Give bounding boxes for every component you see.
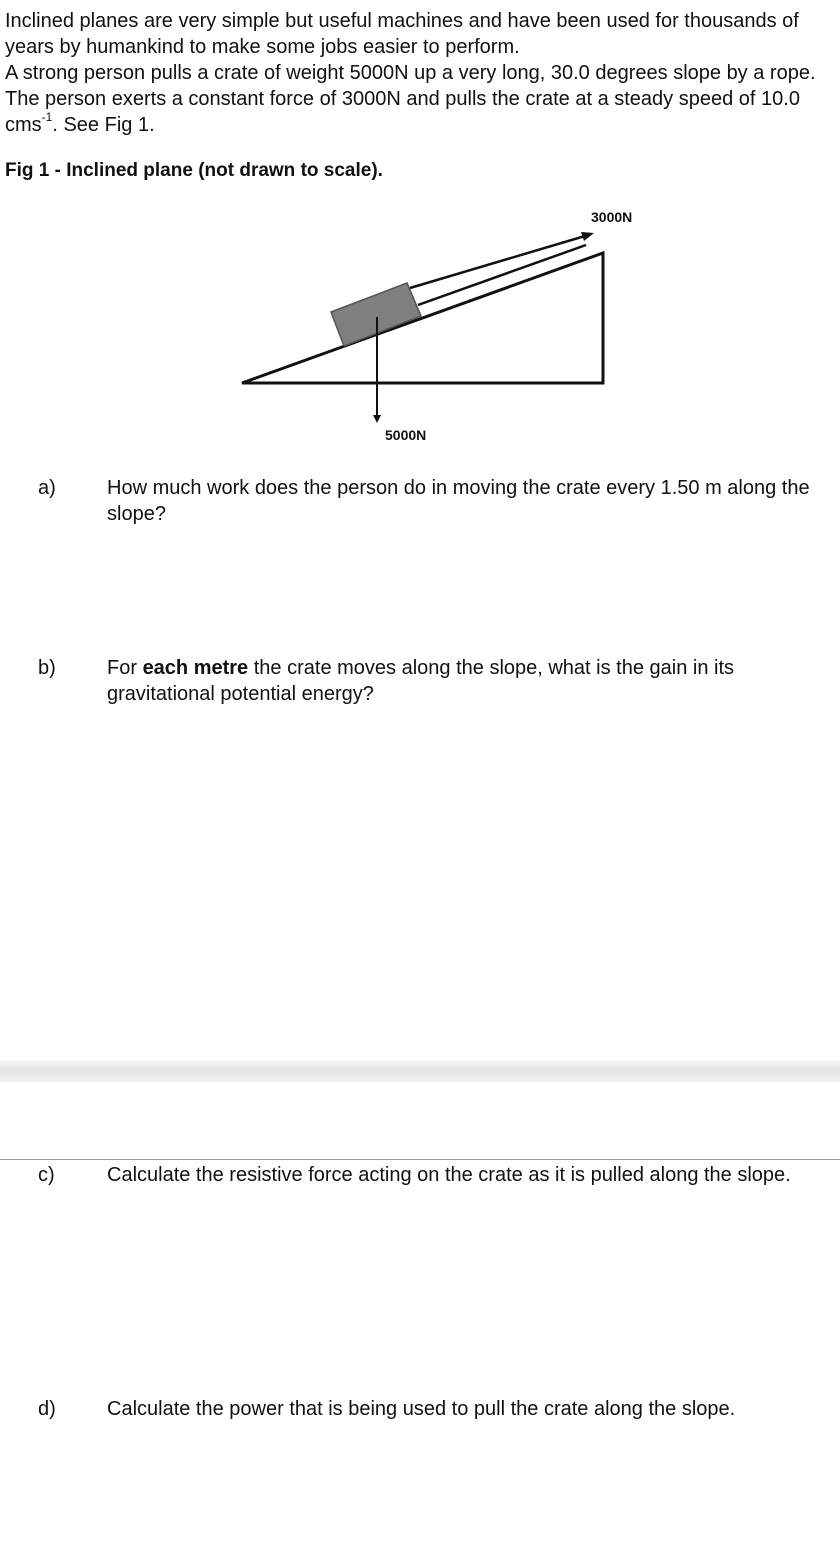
weight-label: 5000N <box>385 427 427 443</box>
question-text-emphasis: each metre <box>142 657 249 679</box>
page-break-band <box>0 1060 840 1082</box>
pull-force-label: 3000N <box>591 209 633 225</box>
unit-superscript: -1 <box>41 110 53 125</box>
question-text-after: the crate moves along the slope, what is the gain in its gravitational potential energy? <box>107 657 735 705</box>
intro-paragraph-2-tail: . See Fig 1. <box>52 114 155 136</box>
question-letter: a) <box>38 477 56 499</box>
question-letter: b) <box>38 657 56 679</box>
question-text: Calculate the power that is being used to pull the crate along the slope. <box>107 1398 736 1420</box>
weight-arrowhead <box>373 415 381 423</box>
pull-force-arrow-line-2 <box>418 245 586 305</box>
question-text-before: For <box>107 657 143 679</box>
intro-paragraph-1: Inclined planes are very simple but useful machines and have been used for thousands of years by humankind to make some jobs easier to perform. <box>5 10 799 58</box>
intro-paragraph-2-main: A strong person pulls a crate of weight 5000N up a very long, 30.0 degrees slope by a rope. The person exerts a constant force of 3000N and pulls the crate at a steady speed of 10.0 cms <box>5 62 816 136</box>
inclined-plane-triangle <box>242 253 603 383</box>
pull-force-arrow-line-1 <box>410 236 585 288</box>
figure-caption: Fig 1 - Inclined plane (not drawn to scale). <box>5 160 383 181</box>
page-break-divider <box>0 1159 840 1160</box>
question-letter: d) <box>38 1398 56 1420</box>
question-text: Calculate the resistive force acting on the crate as it is pulled along the slope. <box>107 1164 791 1186</box>
pull-force-arrowhead <box>581 232 594 241</box>
question-text: How much work does the person do in moving the crate every 1.50 m along the slope? <box>107 477 810 525</box>
inclined-plane-figure <box>0 195 840 455</box>
question-letter: c) <box>38 1164 55 1186</box>
question-text <box>107 655 822 707</box>
intro-paragraph-2 <box>5 60 835 138</box>
intro-text <box>5 8 835 138</box>
